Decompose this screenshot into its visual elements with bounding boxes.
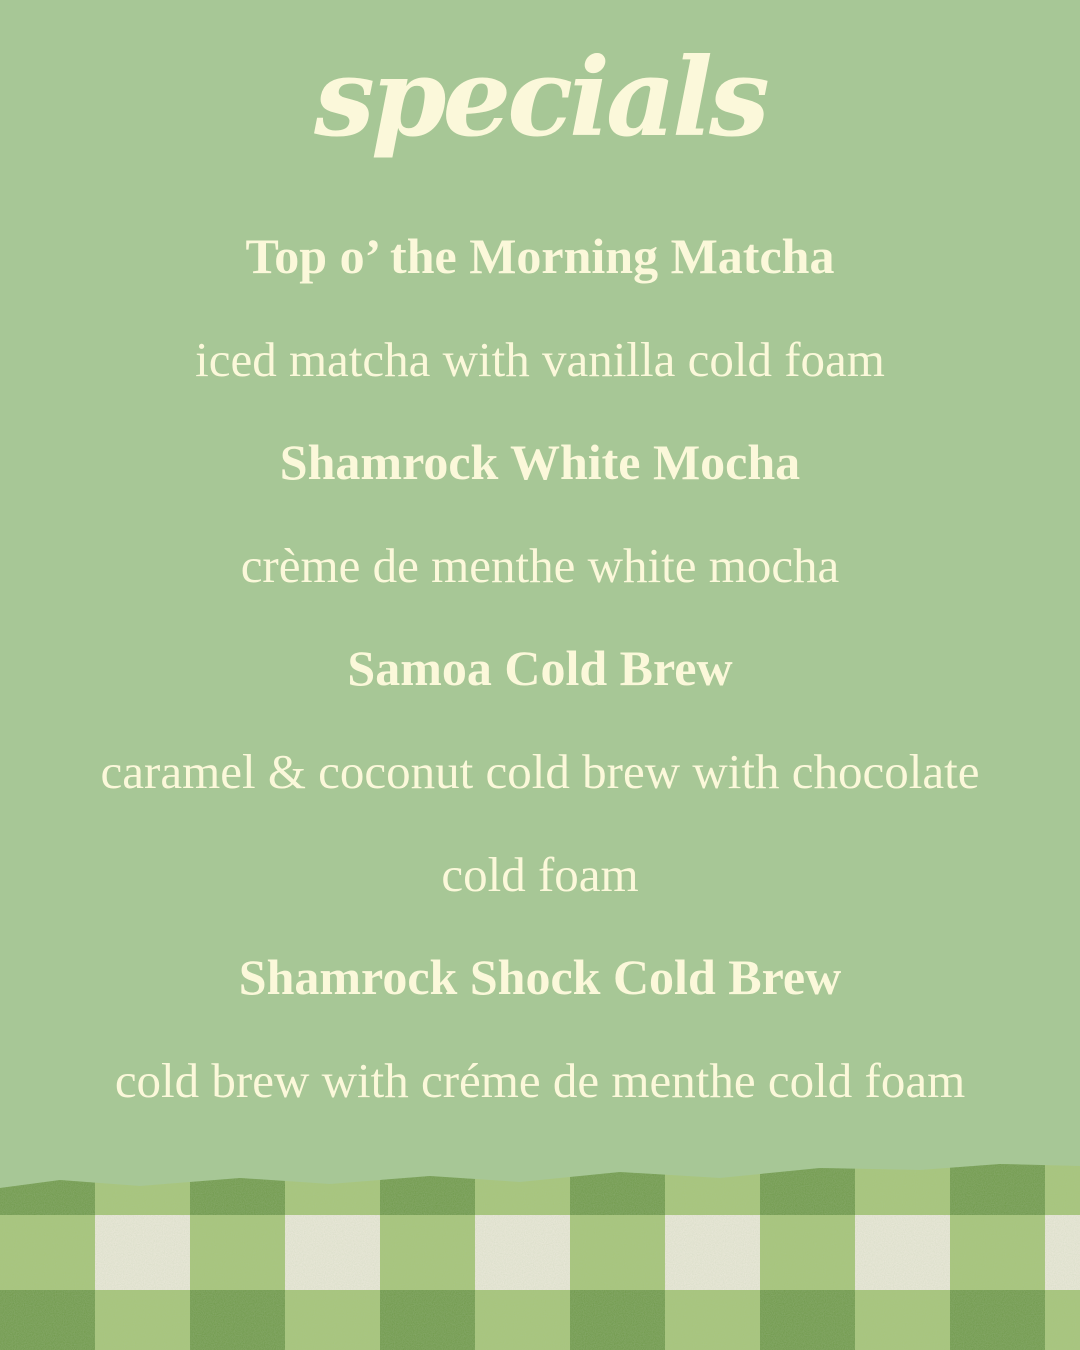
menu-item-name: Top o’ the Morning Matcha	[245, 228, 835, 284]
specials-list	[0, 205, 1080, 1132]
menu-item-description: crème de menthe white mocha	[240, 538, 840, 593]
gingham-border	[0, 1140, 1080, 1350]
menu-item-description: caramel & coconut cold brew with chocolate	[100, 744, 980, 799]
page-title: specials	[314, 35, 766, 161]
menu-item-name: Samoa Cold Brew	[347, 640, 733, 696]
menu-item-description: cold foam	[441, 847, 639, 902]
menu-item-description: cold brew with créme de menthe cold foam	[114, 1053, 966, 1108]
menu-item-name: Shamrock Shock Cold Brew	[238, 949, 842, 1005]
menu-item-name: Shamrock White Mocha	[279, 434, 801, 490]
menu-item-description: iced matcha with vanilla cold foam	[195, 332, 885, 387]
